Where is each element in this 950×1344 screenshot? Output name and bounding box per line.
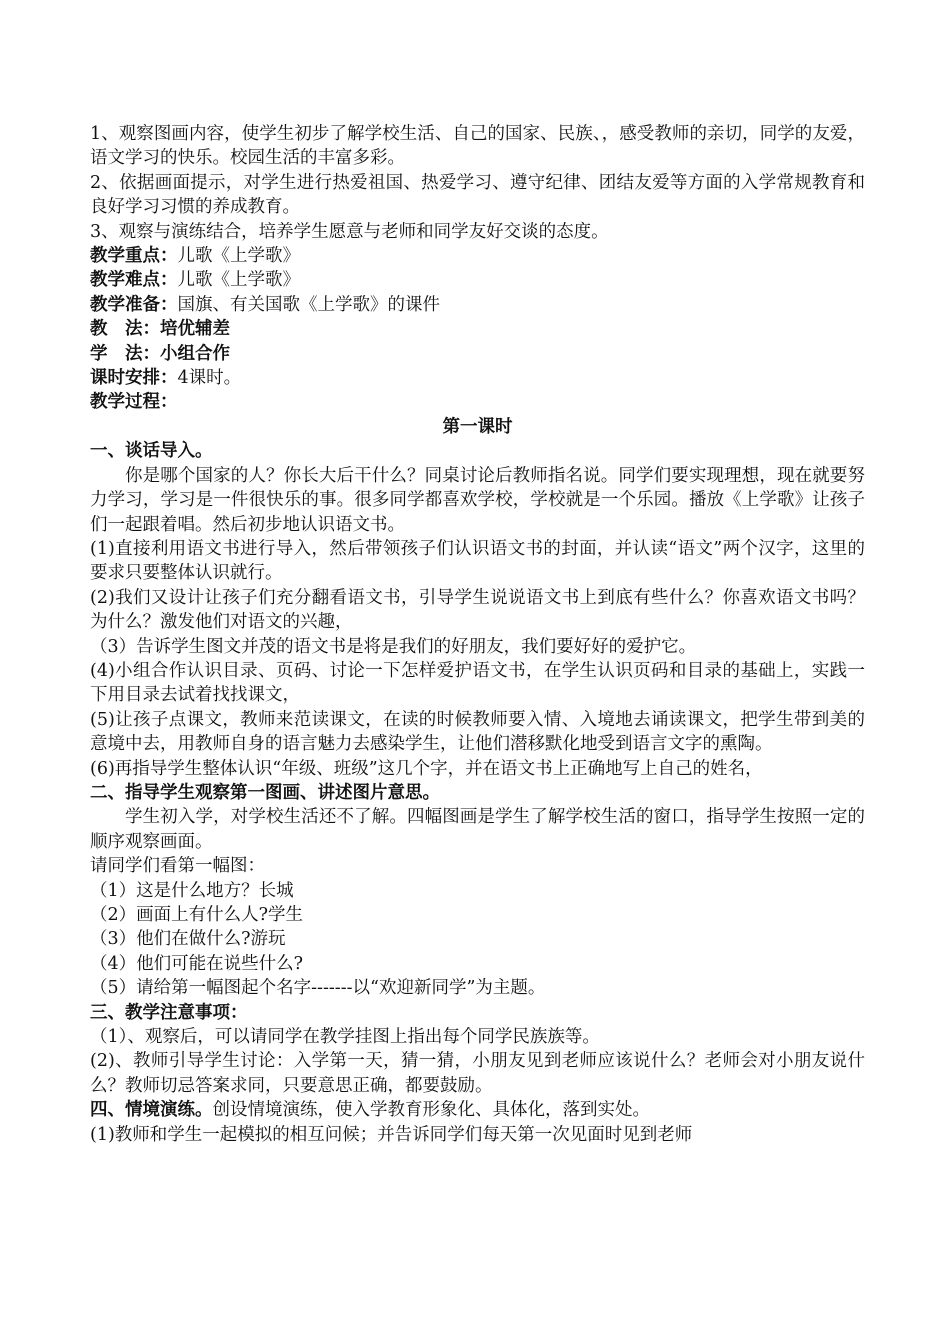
section-1-intro: 你是哪个国家的人？你长大后干什么？同桌讨论后教师指名说。同学们要实现理想，现在就要努力学习，学习是一件很快乐的事。很多同学都喜欢学校，学校就是一个乐园。播放《上学歌》让孩子们一起跟着唱。然后初步地认识语文书。 [90, 465, 865, 535]
section-3-item: （1）、观察后，可以请同学在教学挂图上指出每个同学民族族等。 [90, 1027, 600, 1048]
document-page [90, 122, 865, 1147]
difficulty [90, 268, 865, 292]
preparation [90, 293, 865, 317]
section-1-item: (2)我们又设计让孩子们充分翻看语文书，引导学生说说语文书上到底有些什么？你喜欢语文书吗？为什么？激发他们对语文的兴趣， [90, 587, 865, 633]
section-1-item: (4)小组合作认识目录、页码、讨论一下怎样爱护语文书，在学生认识页码和目录的基础上，实践一下用目录去试着找找课文， [90, 660, 865, 706]
key-point [90, 244, 865, 268]
section-4-item: (1)教师和学生一起模拟的相互问候；并告诉同学们每天第一次见面时见到老师 [90, 1124, 693, 1145]
key-point-label: 教学重点： [90, 246, 178, 267]
section-4-heading [90, 1098, 865, 1122]
section-3-item: (2)、教师引导学生讨论：入学第一天，猜一猜，小朋友见到老师应该说什么？老师会对小朋友说什么？教师切忌答案求同，只要意思正确，都要鼓励。 [90, 1051, 865, 1096]
difficulty-label: 教学难点： [90, 270, 178, 291]
process-heading: 教学过程： [90, 392, 178, 413]
section-2-item: （5）请给第一幅图起个名字-------以“欢迎新同学”为主题。 [90, 978, 546, 999]
section-3-title: 三、教学注意事项： [90, 1002, 248, 1023]
section-1-title: 一、谈话导入。 [90, 441, 213, 462]
section-4-title: 四、情境演练。 [90, 1100, 213, 1121]
time-arrangement [90, 366, 865, 390]
section-2-lead: 请同学们看第一幅图： [90, 856, 265, 877]
teach-method: 教 法：培优辅差 [90, 319, 230, 340]
section-4-tail: 创设情境演练，使入学教育形象化、具体化，落到实处。 [212, 1100, 650, 1121]
preparation-label: 教学准备： [90, 294, 178, 315]
section-2-intro: 学生初入学，对学校生活还不了解。四幅图画是学生了解学校生活的窗口，指导学生按照一定的顺序观察画面。 [90, 807, 865, 852]
objective-3: 3、观察与演练结合，培养学生愿意与老师和同学友好交谈的态度。 [90, 221, 609, 242]
section-2-item: （3）他们在做什么?游玩 [90, 929, 286, 950]
objective-2: 2、依据画面提示，对学生进行热爱祖国、热爱学习、遵守纪律、团结友爱等方面的入学常规教育和良好学习习惯的养成教育。 [90, 172, 865, 218]
section-1-item: (5)让孩子点课文，教师来范读课文，在读的时候教师要入情、入境地去诵读课文，把学生带到美的意境中去，用教师自身的语言魅力去感染学生，让他们潜移默化地受到语言文字的熏陶。 [90, 709, 865, 755]
section-2-item: （2）画面上有什么人?学生 [90, 905, 304, 925]
difficulty-value: 儿歌《上学歌》 [177, 270, 300, 291]
key-point-value: 儿歌《上学歌》 [177, 246, 300, 267]
time-label: 课时安排： [90, 368, 178, 389]
lesson-title: 第一课时 [442, 416, 513, 437]
section-2-item: （1）这是什么地方？长城 [90, 880, 294, 901]
section-1-item: (1)直接利用语文书进行导入，然后带领孩子们认识语文书的封面，并认读“语文”两个汉字，这里的要求只要整体认识就行。 [90, 538, 865, 584]
section-2-item: （4）他们可能在说些什么? [90, 953, 304, 974]
time-value: 4课时。 [177, 368, 242, 389]
learn-method: 学 法：小组合作 [90, 343, 230, 364]
section-1-item: （3）告诉学生图文并茂的语文书是将是我们的好朋友，我们要好好的爱护它。 [90, 636, 697, 657]
preparation-value: 国旗、有关国歌《上学歌》的课件 [177, 294, 440, 315]
section-1-item: (6)再指导学生整体认识“年级、班级”这几个字，并在语文书上正确地写上自己的姓名， [90, 758, 763, 779]
section-2-title: 二、指导学生观察第一图画、讲述图片意思。 [90, 782, 440, 803]
objective-1: 1、观察图画内容，使学生初步了解学校生活、自己的国家、民族、，感受教师的亲切，同学的友爱，语文学习的快乐。校园生活的丰富多彩。 [90, 124, 865, 169]
